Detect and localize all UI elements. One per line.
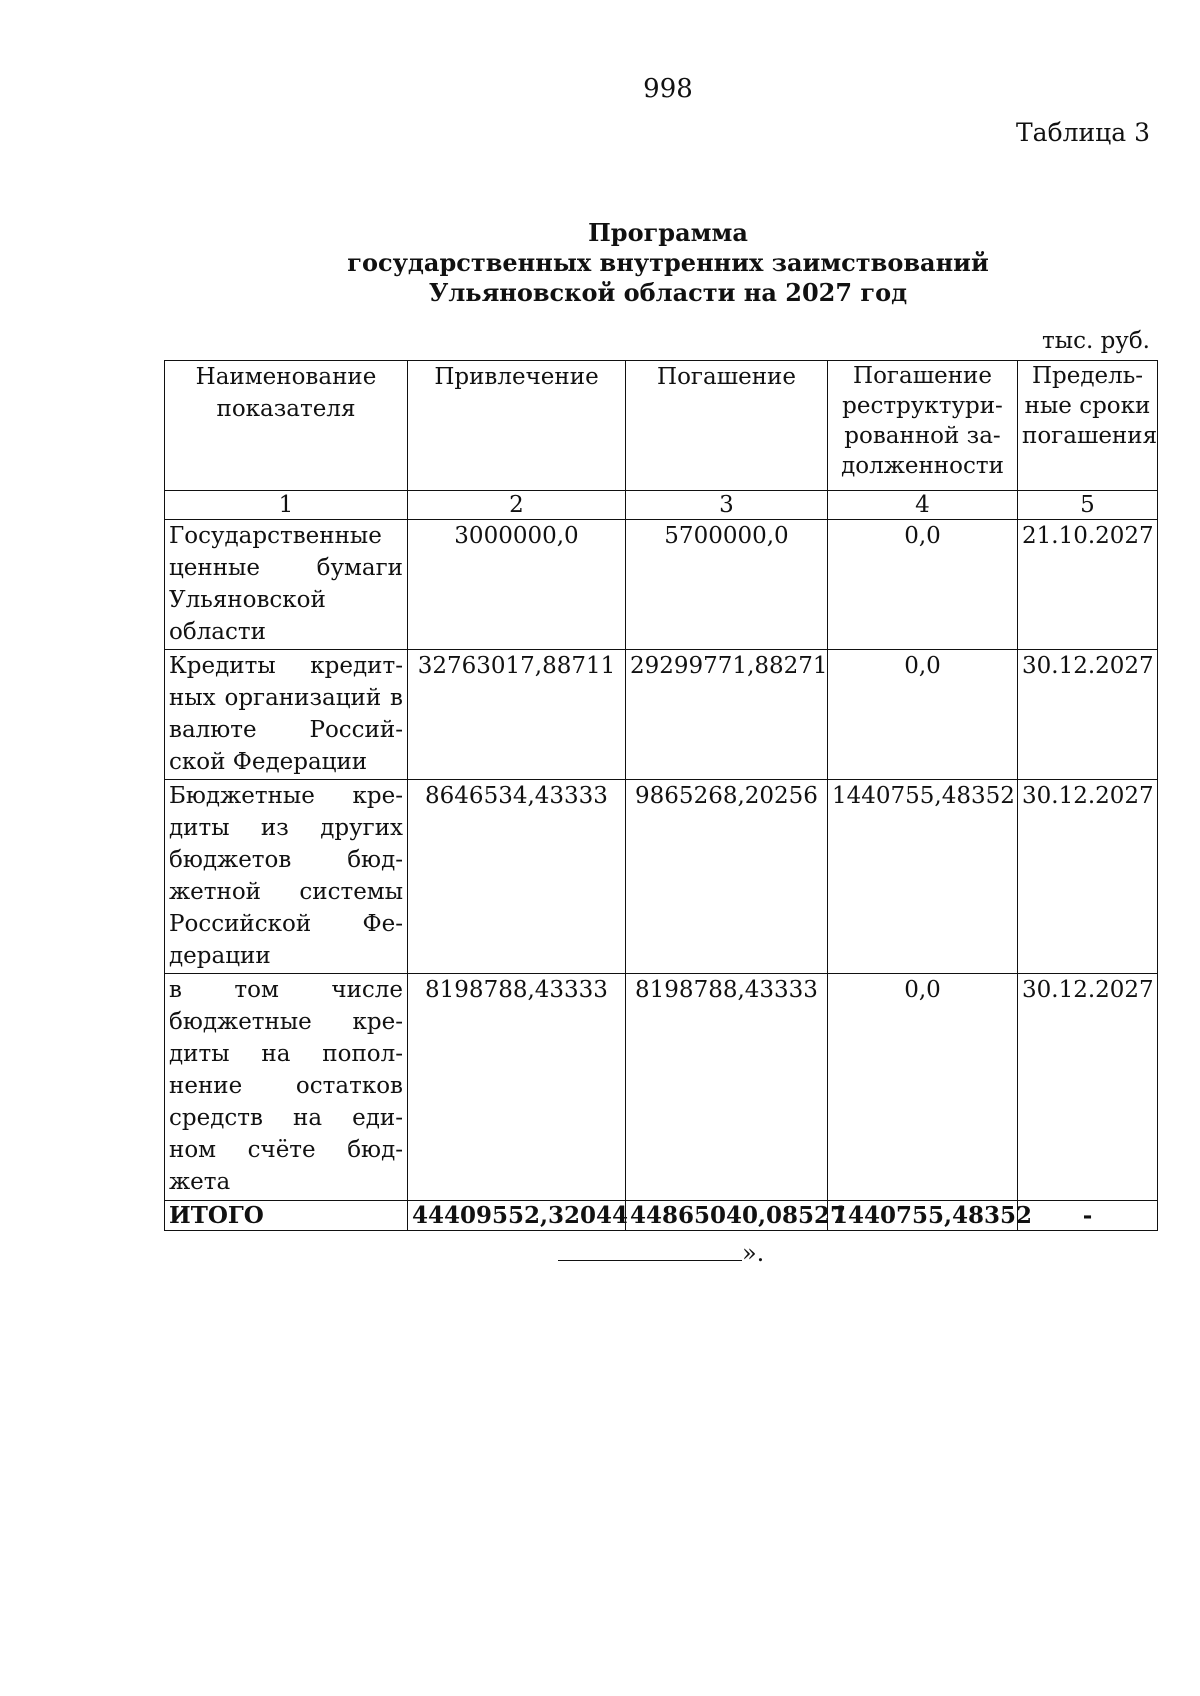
page-number: 998 xyxy=(643,74,693,104)
repayment-value: 5700000,0 xyxy=(626,520,828,650)
table-label: Таблица 3 xyxy=(1015,118,1150,147)
total-label: ИТОГО xyxy=(165,1201,408,1231)
deadline-value: 30.12.2027 xyxy=(1018,974,1158,1201)
borrowings-table xyxy=(164,360,1158,1231)
indicator-name: Кредиты кредит-ных организаций в валюте Россий-ской Федерации xyxy=(165,650,408,780)
total-repayment: 44865040,08527 xyxy=(626,1201,828,1231)
restructured-repayment-value: 0,0 xyxy=(828,520,1018,650)
column-header: Привлечение xyxy=(408,361,626,491)
total-deadline: - xyxy=(1018,1201,1158,1231)
column-header: Предель-ные сроки погашения xyxy=(1018,361,1158,491)
total-attraction: 44409552,32044 xyxy=(408,1201,626,1231)
title-line: Ульяновской области на 2027 год xyxy=(428,278,908,307)
column-header: Погашение реструктури-рованной за-долженности xyxy=(828,361,1018,491)
deadline-value: 30.12.2027 xyxy=(1018,780,1158,974)
indicator-name: в том числе бюджетные кре-диты на попол-нение остатков средств на еди-ном счёте бюд-жета xyxy=(165,974,408,1201)
title-line: государственных внутренних заимствований xyxy=(347,248,989,277)
repayment-value: 9865268,20256 xyxy=(626,780,828,974)
attraction-value: 3000000,0 xyxy=(408,520,626,650)
attraction-value: 32763017,88711 xyxy=(408,650,626,780)
total-row xyxy=(165,1201,1158,1231)
table-row xyxy=(165,650,1158,780)
closing-underline xyxy=(558,1238,742,1261)
repayment-value: 8198788,43333 xyxy=(626,974,828,1201)
indicator-name: Государственные ценные бумаги Ульяновской области xyxy=(165,520,408,650)
column-number: 2 xyxy=(408,491,626,520)
deadline-value: 30.12.2027 xyxy=(1018,650,1158,780)
table-header-row xyxy=(165,361,1158,491)
attraction-value: 8646534,43333 xyxy=(408,780,626,974)
column-number: 3 xyxy=(626,491,828,520)
title-line: Программа xyxy=(588,218,748,247)
indicator-name: Бюджетные кре-диты из других бюджетов бюд-жетной системы Российской Фе-дерации xyxy=(165,780,408,974)
restructured-repayment-value: 0,0 xyxy=(828,650,1018,780)
deadline-value: 21.10.2027 xyxy=(1018,520,1158,650)
document-title xyxy=(0,218,1200,308)
closing-mark xyxy=(558,1238,764,1267)
column-number: 5 xyxy=(1018,491,1158,520)
table-row xyxy=(165,780,1158,974)
column-header: Погашение xyxy=(626,361,828,491)
closing-quote: ». xyxy=(742,1239,765,1267)
attraction-value: 8198788,43333 xyxy=(408,974,626,1201)
table-row xyxy=(165,974,1158,1201)
restructured-repayment-value: 0,0 xyxy=(828,974,1018,1201)
table-row xyxy=(165,520,1158,650)
column-number: 4 xyxy=(828,491,1018,520)
restructured-repayment-value: 1440755,48352 xyxy=(828,780,1018,974)
column-number: 1 xyxy=(165,491,408,520)
total-restructured-repayment: 1440755,48352 xyxy=(828,1201,1018,1231)
repayment-value: 29299771,88271 xyxy=(626,650,828,780)
units-label: тыс. руб. xyxy=(1042,328,1150,354)
column-number-row xyxy=(165,491,1158,520)
column-header: Наименование показателя xyxy=(165,361,408,491)
